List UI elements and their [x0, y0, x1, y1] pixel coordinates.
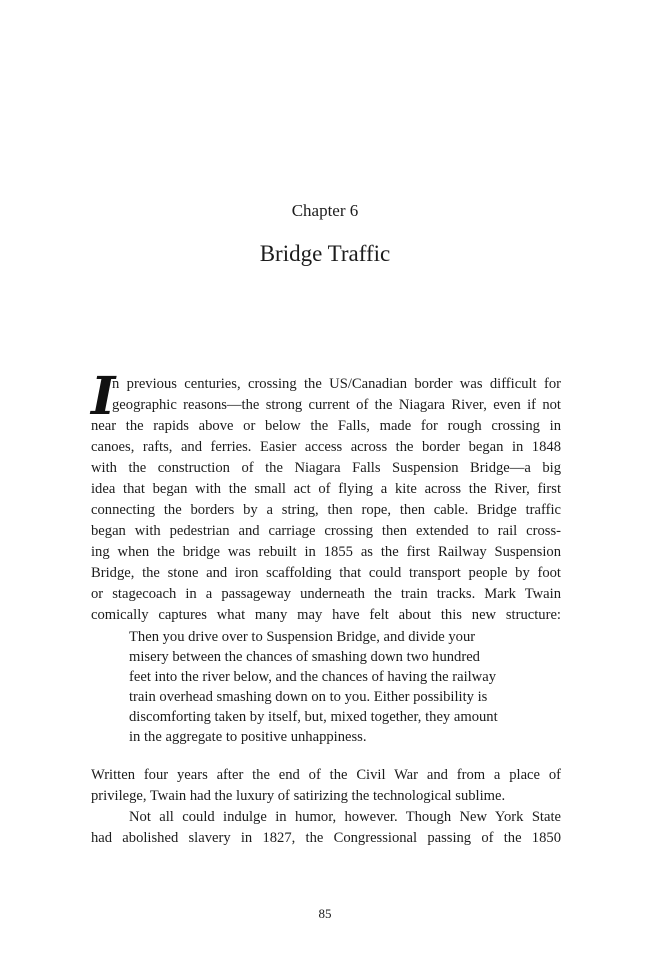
text-line: geographic reasons—the strong current of the Niagara River, even if not [112, 397, 561, 413]
quote-line: train overhead smashing down on to you. Either possibility is [129, 689, 488, 705]
text-line: idea that began with the small act of flying a kite across the River, first [91, 481, 561, 497]
text-line: n previous centuries, crossing the US/Canadian border was difficult for [112, 376, 561, 392]
text-line: connecting the borders by a string, then rope, then cable. Bridge traffic [91, 502, 561, 518]
text-line: Bridge, the stone and iron scaffolding that could transport people by foot [91, 565, 561, 581]
body-paragraph-1 [91, 366, 561, 626]
text-line: with the construction of the Niagara Falls Suspension Bridge—a big [91, 460, 561, 476]
text-line: Not all could indulge in humor, however. Though New York State [129, 809, 561, 825]
chapter-label: Chapter 6 [291, 201, 359, 220]
quote-line: feet into the river below, and the chances of having the railway [129, 669, 496, 685]
drop-cap: I [91, 366, 116, 427]
text-line: ing when the bridge was rebuilt in 1855 as the first Railway Suspension [91, 544, 561, 560]
chapter-title: Bridge Traffic [259, 241, 391, 266]
text-line: or stagecoach in a passageway underneath the train tracks. Mark Twain [91, 586, 561, 602]
text-line: canoes, rafts, and ferries. Easier access across the border began in 1848 [91, 439, 561, 455]
text-line: had abolished slavery in 1827, the Congressional passing of the 1850 [91, 830, 561, 846]
text-line: comically captures what many may have felt about this new structure: [91, 607, 561, 623]
text-line: privilege, Twain had the luxury of satirizing the technological sublime. [91, 788, 506, 804]
text-line: Written four years after the end of the Civil War and from a place of [91, 767, 561, 783]
body-paragraph-2 [91, 765, 561, 849]
quote-line: in the aggregate to positive unhappiness. [129, 729, 367, 745]
text-line: began with pedestrian and carriage crossing then extended to rail cross- [91, 523, 561, 539]
quote-line: misery between the chances of smashing down two hundred [129, 649, 480, 665]
page-number: 85 [318, 906, 332, 921]
block-quote [129, 627, 525, 747]
quote-line: Then you drive over to Suspension Bridge, and divide your [129, 629, 476, 645]
text-line: near the rapids above or below the Falls, made for rough crossing in [91, 418, 561, 434]
quote-line: discomforting taken by itself, but, mixed together, they amount [129, 709, 498, 725]
